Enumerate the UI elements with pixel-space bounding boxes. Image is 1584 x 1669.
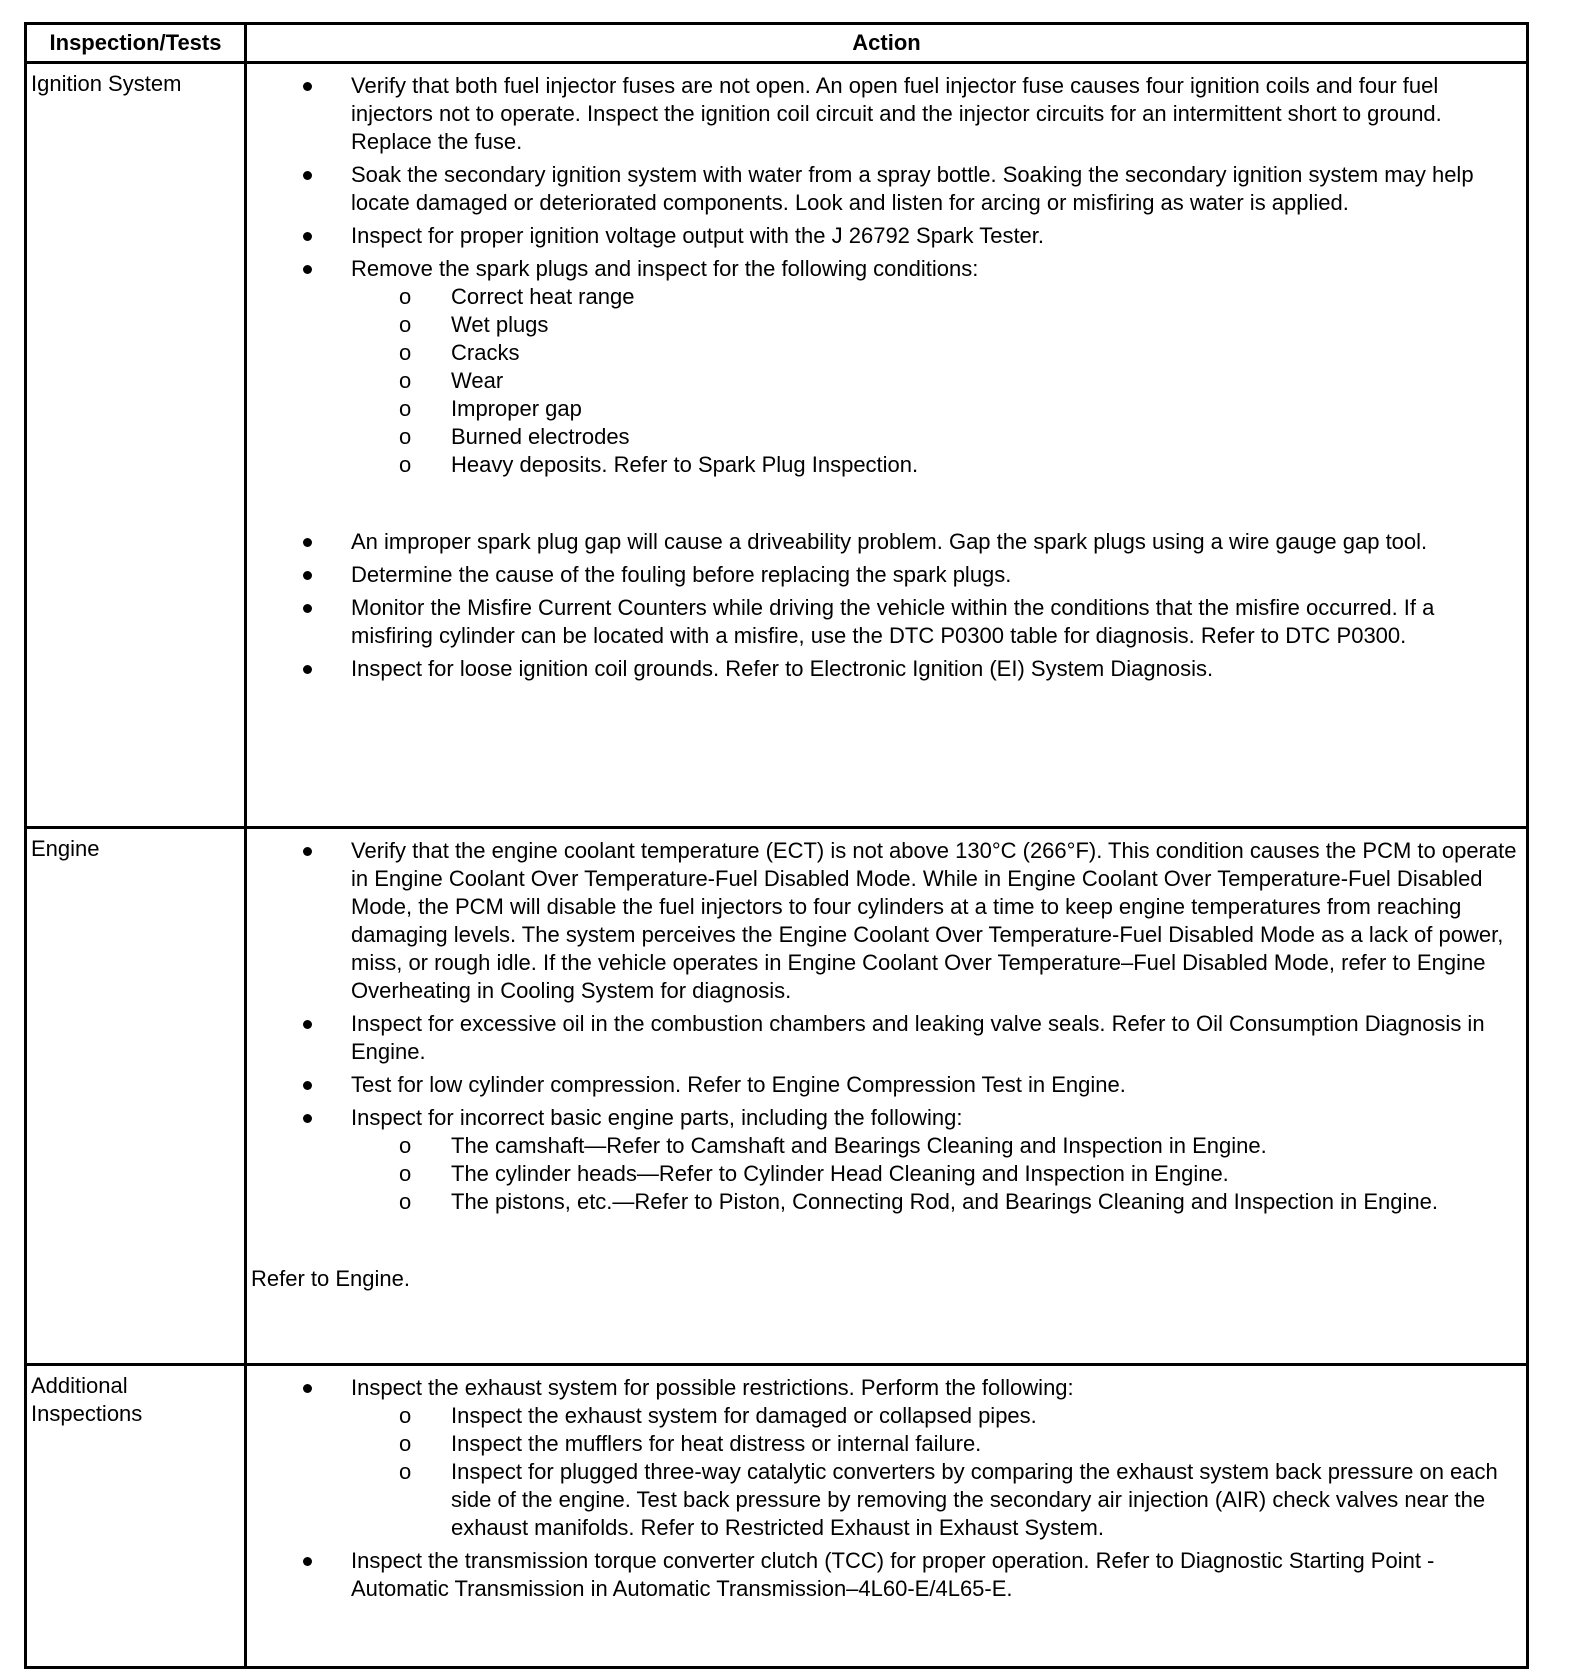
list-item: [251, 1104, 1518, 1216]
bullet-list: [251, 837, 1518, 1216]
sub-list-item-text: The camshaft—Refer to Camshaft and Bearings Cleaning and Inspection in Engine.: [451, 1133, 1267, 1158]
inspection-table: [24, 22, 1529, 1669]
list-item-text: Inspect for loose ignition coil grounds. Refer to Electronic Ignition (EI) System Diagnosis.: [351, 656, 1214, 681]
row-label-engine: Engine: [26, 828, 246, 1365]
list-item-text: Inspect the exhaust system for possible restrictions. Perform the following:: [351, 1375, 1074, 1400]
sub-list: [351, 1132, 1518, 1216]
bullet-icon: [303, 604, 312, 613]
spacer: [351, 479, 1518, 523]
header-action: Action: [246, 24, 1528, 63]
bullet-icon: [303, 82, 312, 91]
bullet-icon: [303, 665, 312, 674]
list-item: [251, 72, 1518, 156]
circle-bullet-icon: o: [399, 340, 412, 365]
sub-list-item: [351, 1430, 1518, 1458]
list-item-text: Inspect for excessive oil in the combustion chambers and leaking valve seals. Refer to Oil Consumption Diagnosis in Engine.: [351, 1011, 1485, 1064]
bullet-list: [251, 1374, 1518, 1603]
sub-list-item: [351, 423, 1518, 451]
list-item: [251, 222, 1518, 250]
list-item-text: Soak the secondary ignition system with water from a spray bottle. Soaking the secondary ignition system may help locate damaged or deteriorated components. Look and listen for arcing or misfiring as water is applied.: [351, 162, 1474, 215]
sub-list-item-text: The pistons, etc.—Refer to Piston, Connecting Rod, and Bearings Cleaning and Inspection in Engine.: [451, 1189, 1438, 1214]
list-item: [251, 561, 1518, 589]
sub-list-item: [351, 395, 1518, 423]
bullet-icon: [303, 538, 312, 547]
circle-bullet-icon: o: [399, 312, 412, 337]
bullet-icon: [303, 1557, 312, 1566]
list-item: [251, 1010, 1518, 1066]
sub-list-item-text: Correct heat range: [451, 284, 635, 309]
sub-list-item-text: Inspect the exhaust system for damaged or collapsed pipes.: [451, 1403, 1037, 1428]
circle-bullet-icon: o: [399, 368, 412, 393]
action-cell-ignition-system: [246, 63, 1528, 828]
sub-list: [351, 283, 1518, 479]
sub-list-item-text: Improper gap: [451, 396, 582, 421]
bullet-icon: [303, 171, 312, 180]
list-item-text: Inspect the transmission torque converter clutch (TCC) for proper operation. Refer to Diagnostic Starting Point - Automatic Transmission in Automatic Transmission–4L60-E/4L65-E.: [351, 1548, 1435, 1601]
sub-list-item: [351, 1188, 1518, 1216]
list-item: [251, 255, 1518, 523]
table-row-engine: [26, 828, 1528, 1365]
list-item-text: Verify that the engine coolant temperature (ECT) is not above 130°C (266°F). This condition causes the PCM to operate in Engine Coolant Over Temperature-Fuel Disabled Mode. While in Engine Coolant Over Temperature-Fuel Disabled Mode, the PCM will disable the fuel injectors to four cylinders at a time to keep engine temperatures from reaching damaging levels. The system perceives the Engine Coolant Over Temperature-Fuel Disabled Mode as a lack of power, miss, or rough idle. If the vehicle operates in Engine Coolant Over Temperature–Fuel Disabled Mode, refer to Engine Overheating in Cooling System for diagnosis.: [351, 838, 1517, 1003]
bullet-icon: [303, 265, 312, 274]
circle-bullet-icon: o: [399, 1459, 412, 1484]
sub-list-item-text: Inspect for plugged three-way catalytic converters by comparing the exhaust system back pressure on each side of the engine. Test back pressure by removing the secondary air injection (AIR) check valves near the exhaust manifolds. Refer to Restricted Exhaust in Exhaust System.: [451, 1459, 1498, 1540]
sub-list-item: [351, 283, 1518, 311]
list-item-text: Determine the cause of the fouling before replacing the spark plugs.: [351, 562, 1012, 587]
sub-list-item: [351, 1402, 1518, 1430]
circle-bullet-icon: o: [399, 424, 412, 449]
list-item: [251, 1374, 1518, 1542]
list-item-text: Inspect for incorrect basic engine parts, including the following:: [351, 1105, 963, 1130]
list-item-text: Test for low cylinder compression. Refer to Engine Compression Test in Engine.: [351, 1072, 1126, 1097]
sub-list-item: [351, 311, 1518, 339]
list-item: [251, 655, 1518, 683]
bullet-icon: [303, 1020, 312, 1029]
sub-list-item-text: Burned electrodes: [451, 424, 630, 449]
sub-list-item-text: The cylinder heads—Refer to Cylinder Head Cleaning and Inspection in Engine.: [451, 1161, 1229, 1186]
engine-refer-note: Refer to Engine.: [251, 1266, 410, 1291]
circle-bullet-icon: o: [399, 1403, 412, 1428]
bullet-icon: [303, 847, 312, 856]
sub-list-item: [351, 451, 1518, 479]
list-item-text: Remove the spark plugs and inspect for the following conditions:: [351, 256, 979, 281]
list-item-text: Inspect for proper ignition voltage output with the J 26792 Spark Tester.: [351, 223, 1045, 248]
sub-list-item-text: Wear: [451, 368, 504, 393]
circle-bullet-icon: o: [399, 1133, 412, 1158]
sub-list-item: [351, 1458, 1518, 1542]
list-item-text: An improper spark plug gap will cause a driveability problem. Gap the spark plugs using a wire gauge gap tool.: [351, 529, 1428, 554]
bullet-icon: [303, 1384, 312, 1393]
action-cell-engine: [246, 828, 1528, 1365]
circle-bullet-icon: o: [399, 284, 412, 309]
sub-list-item: [351, 1160, 1518, 1188]
list-item-text: Verify that both fuel injector fuses are not open. An open fuel injector fuse causes four ignition coils and four fuel injectors not to operate. Inspect the ignition coil circuit and the injector circuits for an intermittent short to ground. Replace the fuse.: [351, 73, 1442, 154]
sub-list-item-text: Heavy deposits. Refer to Spark Plug Inspection.: [451, 452, 919, 477]
row-label-additional-inspections: Additional Inspections: [26, 1365, 246, 1668]
sub-list-item: [351, 339, 1518, 367]
action-cell-additional-inspections: [246, 1365, 1528, 1668]
bullet-icon: [303, 571, 312, 580]
sub-list-item-text: Inspect the mufflers for heat distress or internal failure.: [451, 1431, 982, 1456]
circle-bullet-icon: o: [399, 396, 412, 421]
table-row-ignition-system: [26, 63, 1528, 828]
circle-bullet-icon: o: [399, 452, 412, 477]
table-row-additional-inspections: [26, 1365, 1528, 1668]
header-inspection-tests: Inspection/Tests: [26, 24, 246, 63]
sub-list: [351, 1402, 1518, 1542]
list-item: [251, 837, 1518, 1005]
bullet-icon: [303, 232, 312, 241]
list-item: [251, 161, 1518, 217]
list-item: [251, 1071, 1518, 1099]
sub-list-item: [351, 367, 1518, 395]
bullet-icon: [303, 1114, 312, 1123]
circle-bullet-icon: o: [399, 1431, 412, 1456]
bullet-icon: [303, 1081, 312, 1090]
header-row: [26, 24, 1528, 63]
list-item-text: Monitor the Misfire Current Counters while driving the vehicle within the conditions that the misfire occurred. If a misfiring cylinder can be located with a misfire, use the DTC P0300 table for diagnosis. Refer to DTC P0300.: [351, 595, 1435, 648]
list-item: [251, 1547, 1518, 1603]
list-item: [251, 528, 1518, 556]
sub-list-item-text: Wet plugs: [451, 312, 549, 337]
sub-list-item-text: Cracks: [451, 340, 520, 365]
spacer: [251, 1221, 1518, 1265]
bullet-list: [251, 72, 1518, 683]
circle-bullet-icon: o: [399, 1189, 412, 1214]
circle-bullet-icon: o: [399, 1161, 412, 1186]
row-label-ignition-system: Ignition System: [26, 63, 246, 828]
sub-list-item: [351, 1132, 1518, 1160]
list-item: [251, 594, 1518, 650]
